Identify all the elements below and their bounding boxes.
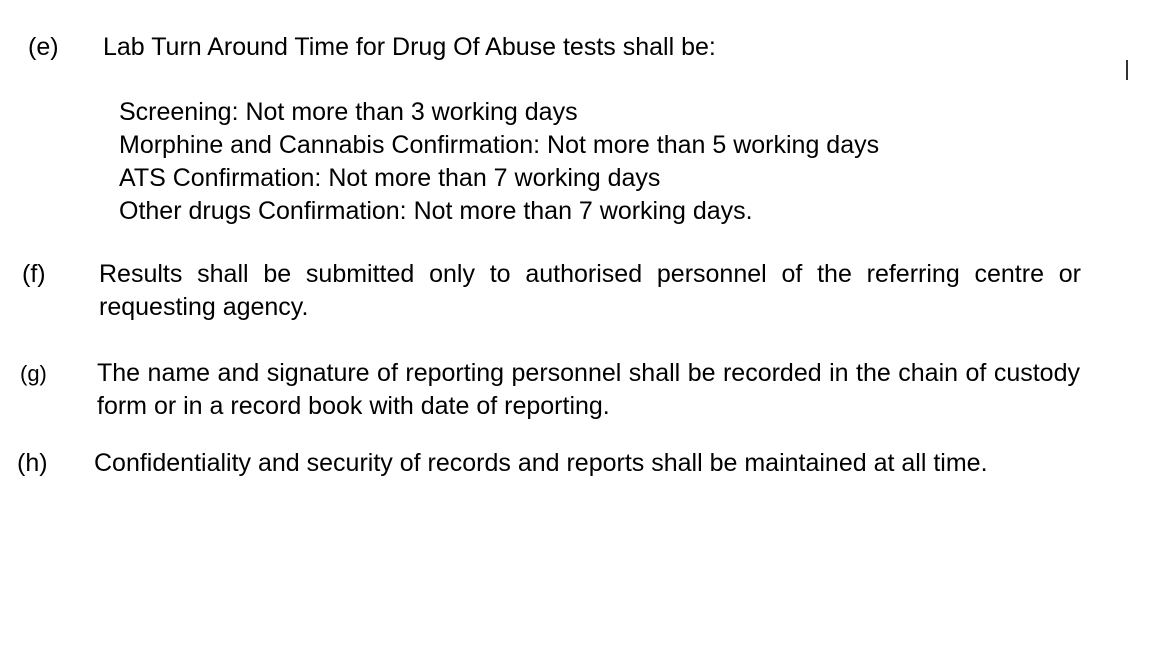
item-marker-h: (h)	[17, 449, 48, 477]
item-marker-g: (g)	[20, 361, 47, 386]
sub-item-other-drugs: Other drugs Confirmation: Not more than 7 working days.	[119, 197, 753, 225]
sub-item-ats: ATS Confirmation: Not more than 7 working days	[119, 164, 661, 192]
sub-item-screening: Screening: Not more than 3 working days	[119, 98, 578, 126]
item-text-e: Lab Turn Around Time for Drug Of Abuse tests shall be:	[103, 33, 716, 61]
item-text-f: Results shall be submitted only to authorised personnel of the referring centre or requesting agency.	[99, 260, 1081, 321]
item-marker-e: (e)	[28, 33, 59, 61]
margin-mark	[1126, 60, 1128, 80]
item-text-h: Confidentiality and security of records and reports shall be maintained at all time.	[94, 449, 988, 477]
item-text-g: The name and signature of reporting personnel shall be recorded in the chain of custody form or in a record book with date of reporting.	[97, 359, 1080, 420]
sub-item-morphine-cannabis: Morphine and Cannabis Confirmation: Not more than 5 working days	[119, 131, 880, 159]
item-marker-f: (f)	[22, 260, 46, 288]
turnaround-time-list	[119, 96, 879, 228]
